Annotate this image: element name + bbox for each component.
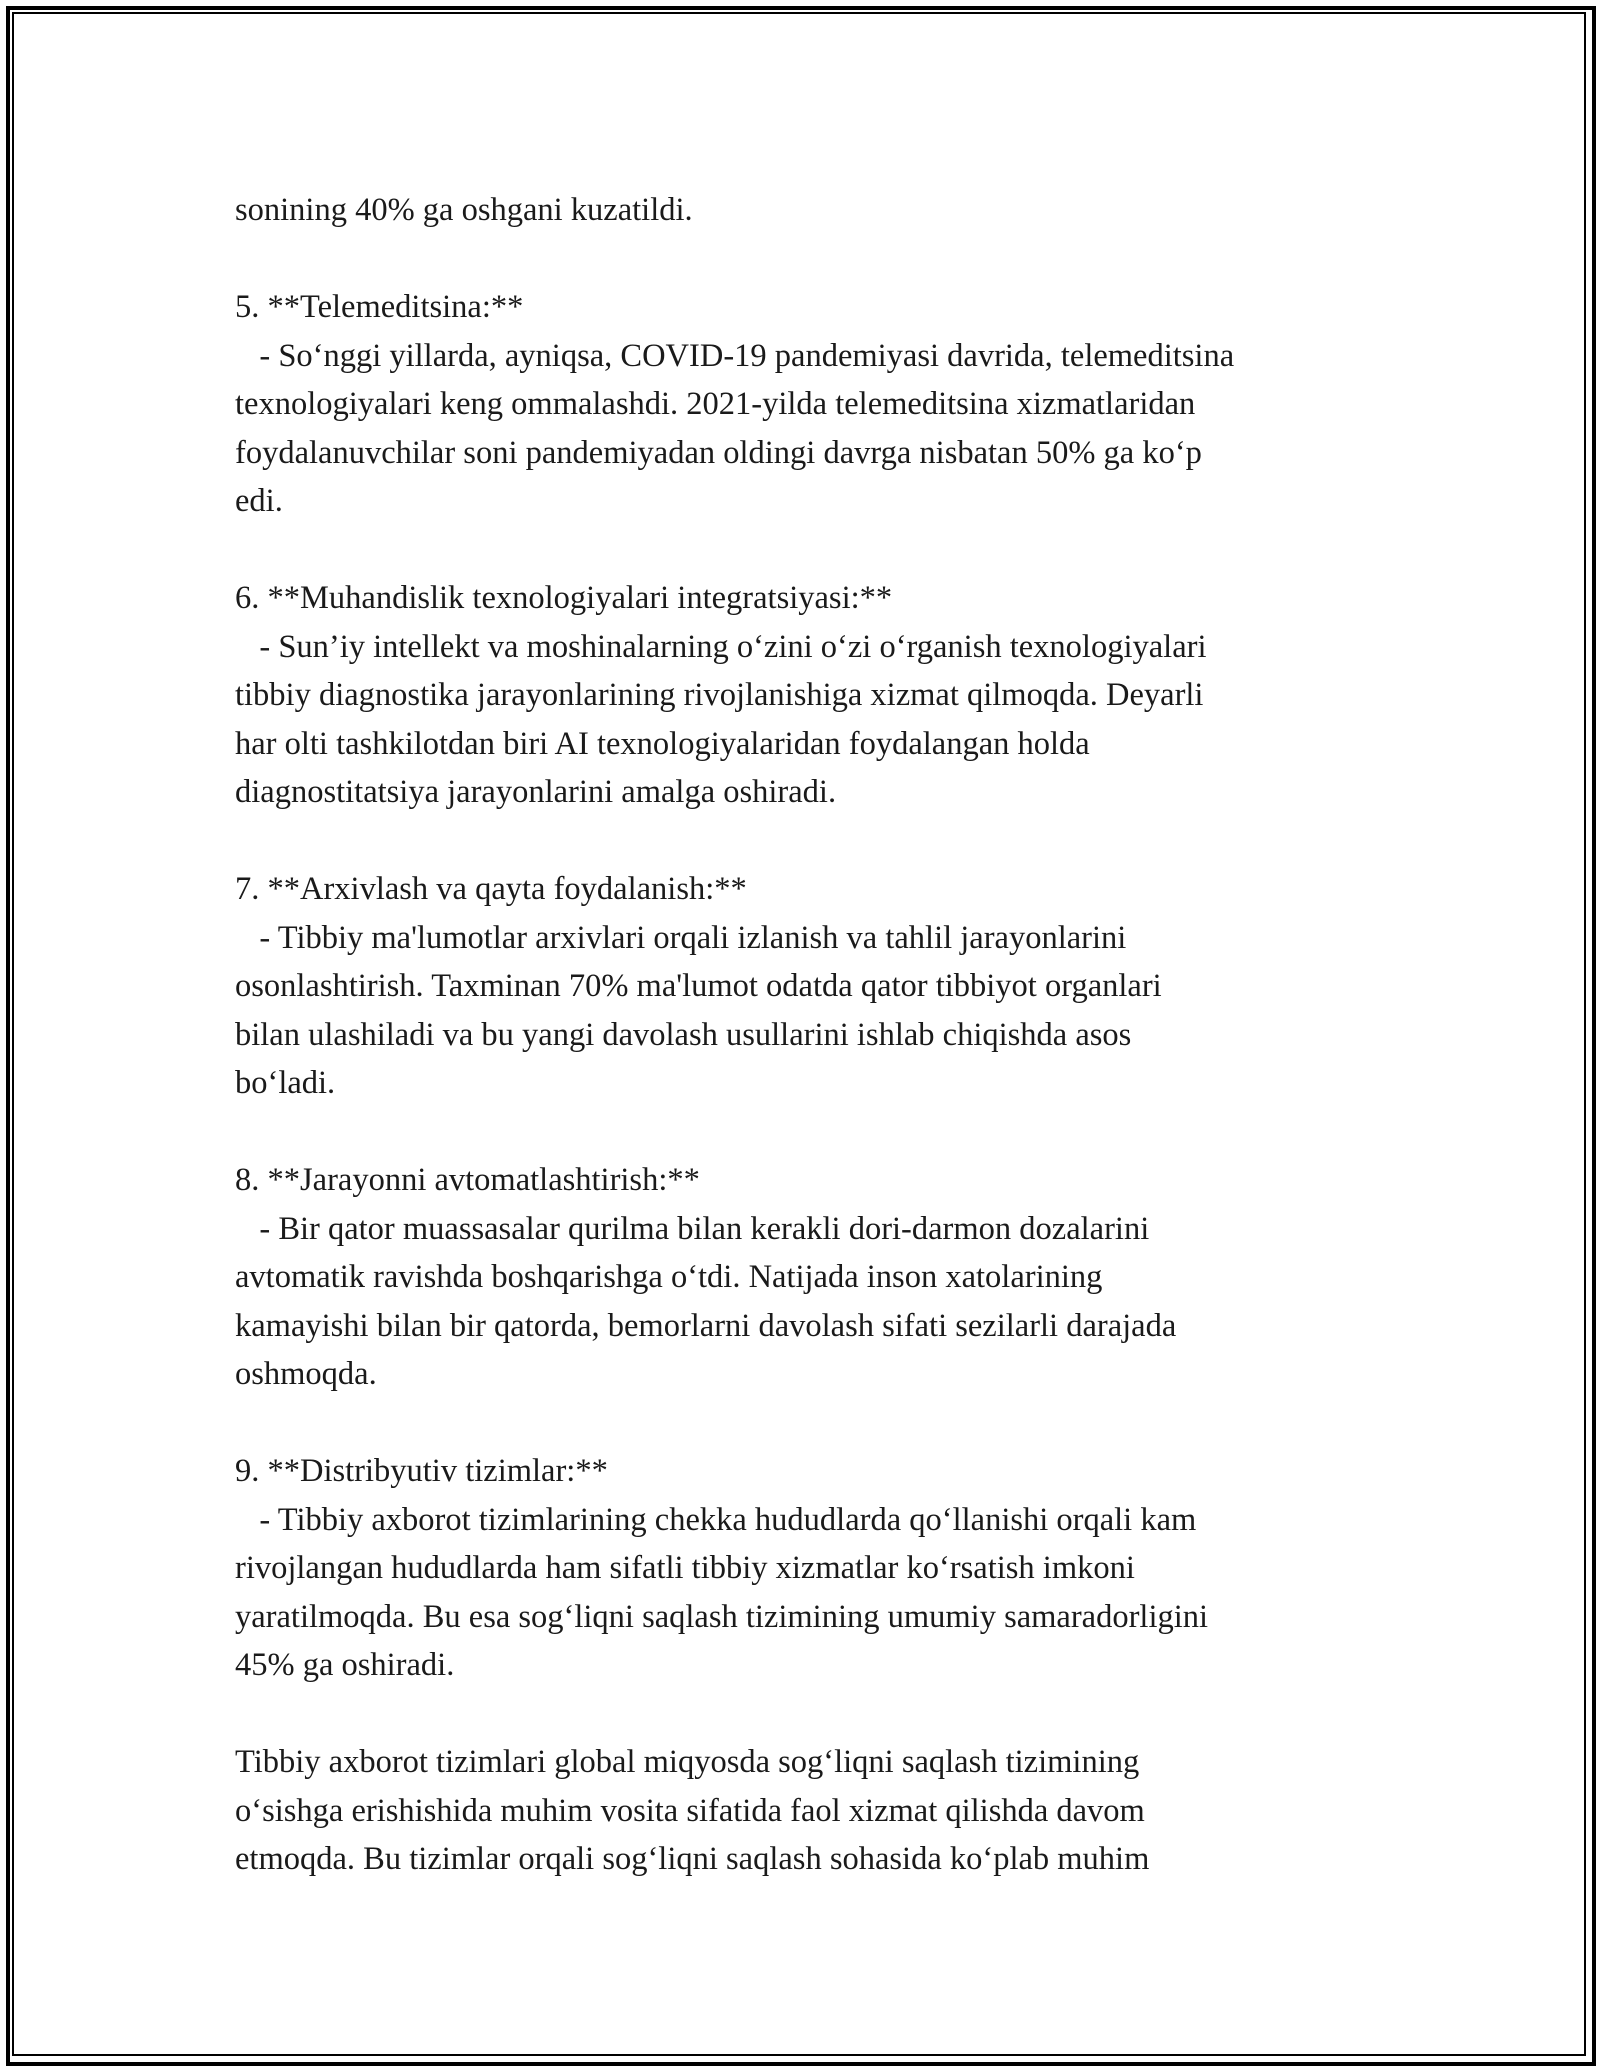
section-heading-distribyutiv: 9. **Distribyutiv tizimlar:**: [235, 1453, 608, 1489]
blank-line: [235, 526, 1385, 575]
text-line: kamayishi bilan bir qatorda, bemorlarni davolash sifati sezilarli darajada: [235, 1307, 1177, 1344]
text-line: etmoqda. Bu tizimlar orqali sog‘liqni saqlash sohasida ko‘plab muhim: [235, 1841, 1150, 1877]
text-line: har olti tashkilotdan biri AI texnologiyalaridan foydalangan holda: [235, 725, 1090, 762]
text-line: - Sun’iy intellekt va moshinalarning o‘zini o‘zi o‘rganish texnologiyalari: [235, 628, 1207, 665]
text-line: 45% ga oshiradi.: [235, 1647, 455, 1683]
text-line: edi.: [235, 483, 283, 519]
section-heading-muhandislik: 6. **Muhandislik texnologiyalari integratsiyasi:**: [235, 580, 893, 616]
text-line: - So‘nggi yillarda, ayniqsa, COVID-19 pandemiyasi davrida, telemeditsina: [235, 337, 1235, 374]
section-heading-jarayonni-avtomatlashtirish: 8. **Jarayonni avtomatlashtirish:**: [235, 1162, 700, 1198]
blank-line: [235, 817, 1385, 866]
section-heading-arxivlash: 7. **Arxivlash va qayta foydalanish:**: [235, 871, 747, 907]
text-line: sonining 40% ga oshgani kuzatildi.: [235, 192, 693, 228]
text-line: avtomatik ravishda boshqarishga o‘tdi. Natijada inson xatolarining: [235, 1259, 1103, 1295]
text-line: osonlashtirish. Taxminan 70% ma'lumot odatda qator tibbiyot organlari: [235, 968, 1162, 1004]
text-line: bo‘ladi.: [235, 1065, 336, 1101]
blank-line: [235, 1399, 1385, 1448]
text-line: Tibbiy axborot tizimlari global miqyosda sog‘liqni saqlash tizimining: [235, 1744, 1140, 1780]
blank-line: [235, 1690, 1385, 1739]
text-line: - Tibbiy axborot tizimlarining chekka hududlarda qo‘llanishi orqali kam: [235, 1501, 1197, 1538]
text-line: o‘sishga erishishida muhim vosita sifatida faol xizmat qilishda davom: [235, 1792, 1145, 1829]
section-heading-telemeditsina: 5. **Telemeditsina:**: [235, 289, 524, 325]
blank-line: [235, 235, 1385, 284]
text-line: yaratilmoqda. Bu esa sog‘liqni saqlash tizimining umumiy samaradorligini: [235, 1598, 1209, 1635]
document-body: [235, 186, 1385, 1884]
text-line: oshmoqda.: [235, 1356, 377, 1392]
text-line: bilan ulashiladi va bu yangi davolash usullarini ishlab chiqishda asos: [235, 1016, 1132, 1053]
text-line: rivojlangan hududlarda ham sifatli tibbiy xizmatlar ko‘rsatish imkoni: [235, 1550, 1135, 1586]
text-line: diagnostitatsiya jarayonlarini amalga oshiradi.: [235, 774, 837, 810]
blank-line: [235, 1108, 1385, 1157]
text-line: - Bir qator muassasalar qurilma bilan kerakli dori-darmon dozalarini: [235, 1210, 1150, 1247]
text-line: - Tibbiy ma'lumotlar arxivlari orqali izlanish va tahlil jarayonlarini: [235, 919, 1127, 956]
text-line: foydalanuvchilar soni pandemiyadan oldingi davrga nisbatan 50% ga ko‘p: [235, 434, 1202, 471]
text-line: texnologiyalari keng ommalashdi. 2021-yilda telemeditsina xizmatlaridan: [235, 386, 1196, 422]
text-line: tibbiy diagnostika jarayonlarining rivojlanishiga xizmat qilmoqda. Deyarli: [235, 677, 1204, 713]
